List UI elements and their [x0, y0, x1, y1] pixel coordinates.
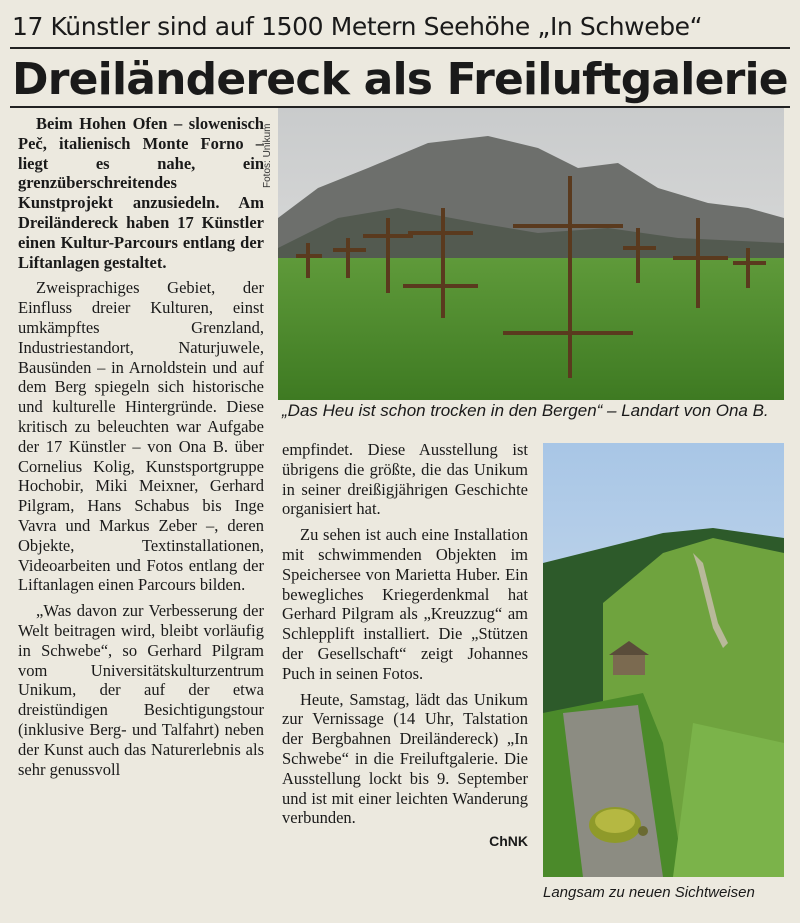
- text-column-1: [18, 114, 264, 914]
- photo-tortoise-path: [543, 443, 784, 877]
- body-paragraph: Zweisprachiges Gebiet, der Einfluss dreier Kulturen, einst umkämpftes Grenzland, Industriestandort, Naturjuwele, Bausünden – in Arnoldstein und auf dem Berg spiegeln sich historische und kulturelle Hintergründe. Diese kritisch zu beleuchten war Aufgabe der 17 Künstler – von Ona B. über Cornelius Kolig, Kunstsportgruppe Hochobir, Miki Meixner, Gerhard Pilgram, Hans Schabus bis Inge Vavra und Markus Zeber –, deren Objekte, Textinstallationen, Videoarbeiten und Fotos entlang der Liftanlagen einen Parcours bilden.: [18, 278, 264, 595]
- photo-caption: Langsam zu neuen Sichtweisen: [543, 884, 755, 901]
- divider: [10, 47, 790, 49]
- body-paragraph: Zu sehen ist auch eine Installation mit schwimmenden Objekten im Speichersee von Marietta Huber. Ein bewegliches Kriegerdenkmal hat Gerhard Pilgram als „Kreuzzug“ am Schlepplift installiert. Die „Stützen der Gesellschaft“ zeigt Johannes Puch in seinen Fotos.: [282, 525, 528, 683]
- body-paragraph: „Was davon zur Verbesserung der Welt beitragen wird, bleibt vorläufig in Schwebe“, so Gerhard Pilgram vom Universitätskulturzentrum Unikum, der auf der etwa dreistündigen Besichtigungstour (inklusive Berg- und Talfahrt) neben der Kunst auch das Naturerlebnis als sehr genussvoll: [18, 601, 264, 779]
- text-column-2: [282, 440, 528, 916]
- body-paragraph: empfindet. Diese Ausstellung ist übrigens die größte, die das Unikum in seiner dreißigjährigen Geschichte organisiert hat.: [282, 440, 528, 519]
- headline: Dreiländereck als Freiluftgalerie: [12, 54, 788, 105]
- lead-paragraph: Beim Hohen Ofen – slowenisch Peč, italienisch Monte Forno – liegt es nahe, ein grenzüberschreitendes Kunstprojekt anzusiedeln. Am Dreiländereck haben 17 Künstler einen Kultur-Parcours entlang der Liftanlagen gestaltet.: [18, 114, 264, 272]
- kicker-headline: 17 Künstler sind auf 1500 Metern Seehöhe „In Schwebe“: [12, 12, 703, 41]
- photo-crosses-meadow: [278, 108, 784, 400]
- photo-credit: Fotos: Unikum: [262, 123, 273, 188]
- author-signature: ChNK: [489, 833, 528, 850]
- body-paragraph: Heute, Samstag, lädt das Unikum zur Vernissage (14 Uhr, Talstation der Bergbahnen Dreiländereck) „In Schwebe“ in die Freiluftgalerie. Die Ausstellung lockt bis 9. September und ist mit einer leichten Wanderung verbunden.: [282, 689, 528, 828]
- photo-caption: „Das Heu ist schon trocken in den Bergen“ – Landart von Ona B.: [282, 401, 769, 420]
